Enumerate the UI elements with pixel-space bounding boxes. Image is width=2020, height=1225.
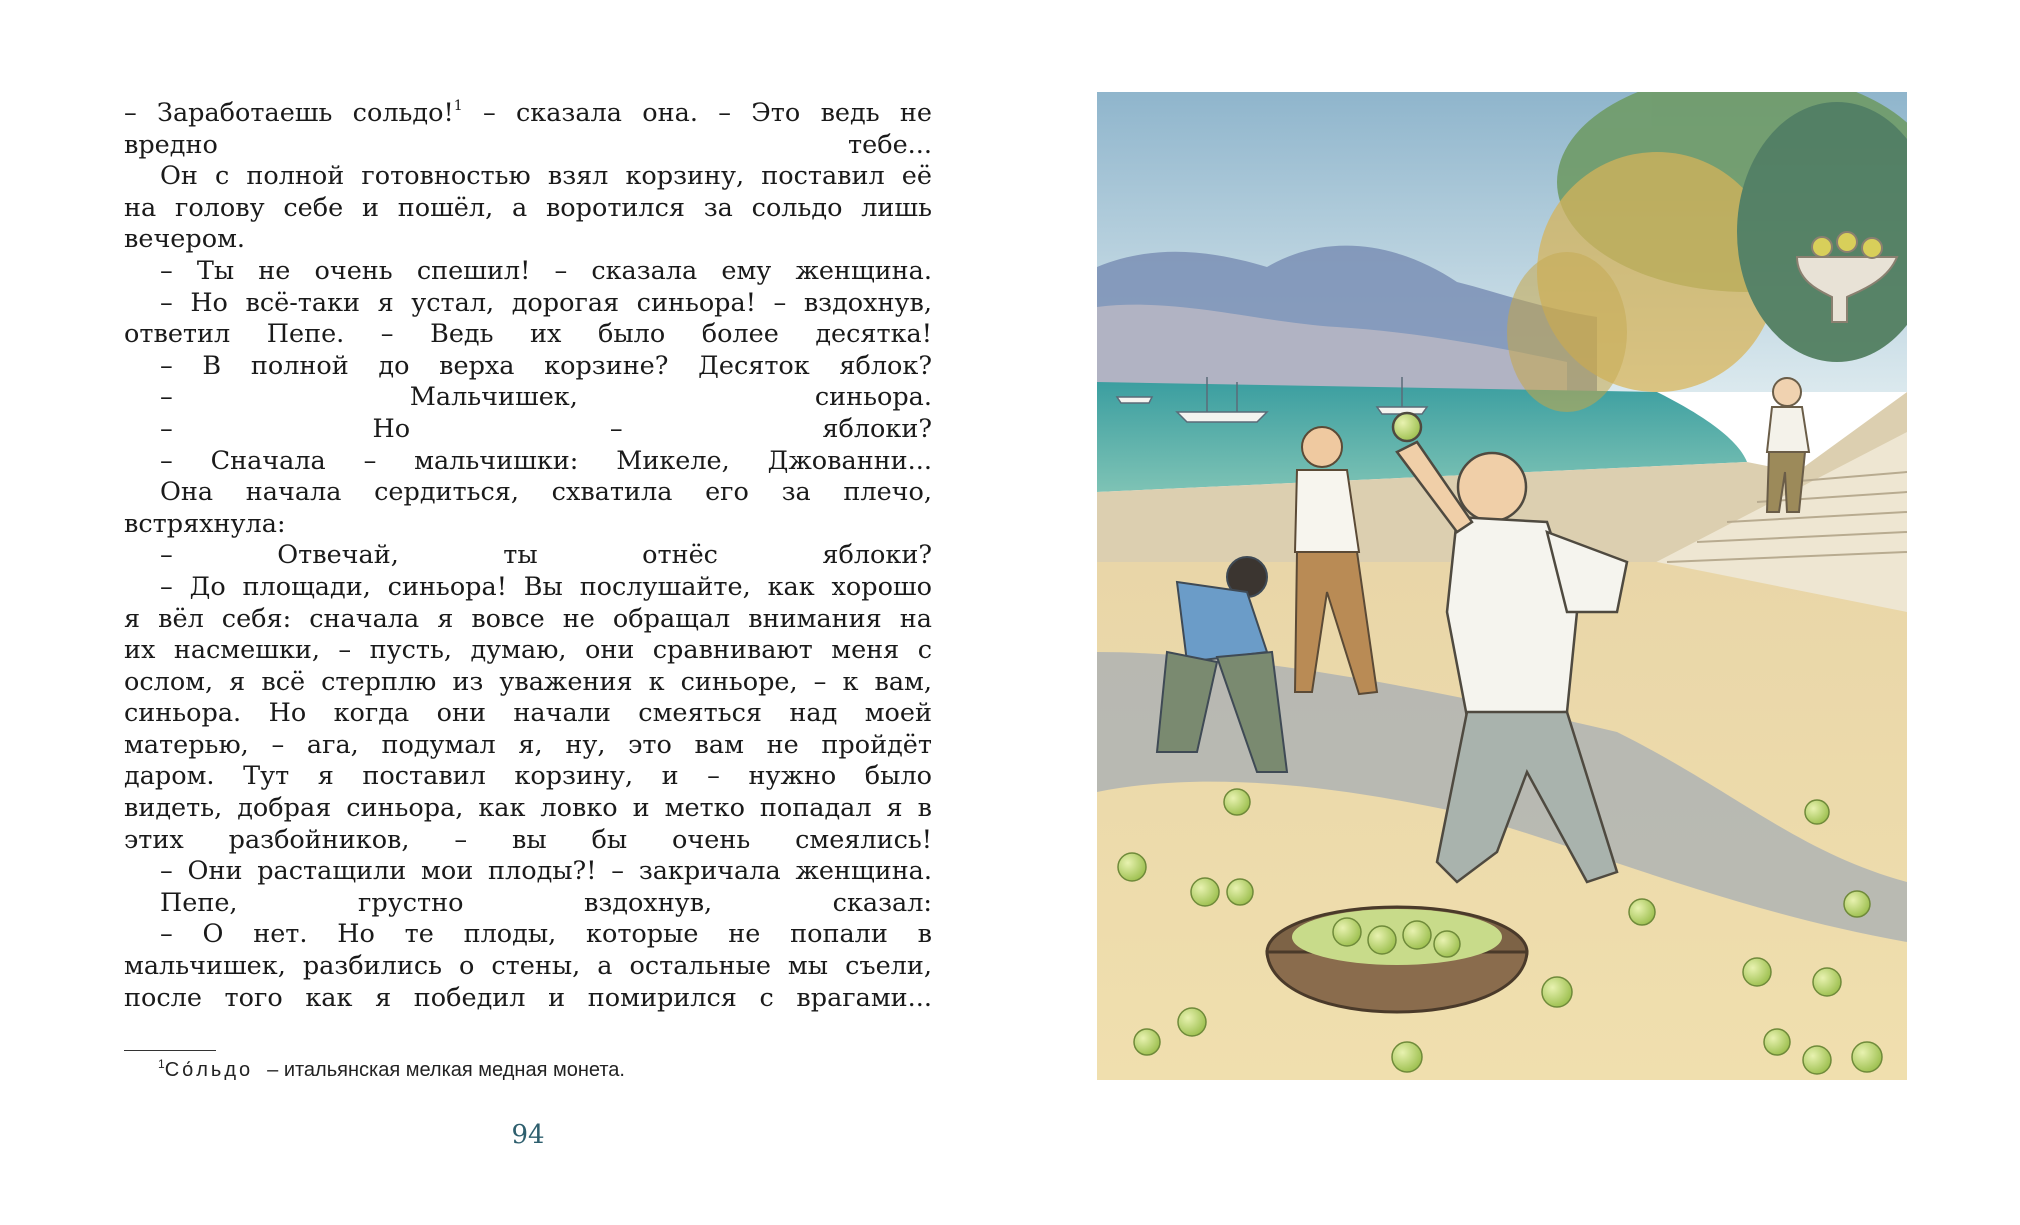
paragraph-14: – О нет. Но те плоды, которые не попали в мальчишек, разбились о стены, а остальные мы съели, после того как я победил и помирился с врагами... [124,919,932,1013]
paragraph-1: – Заработаешь сольдо!$^1$ – сказала она. – Это ведь не вредно тебе... [124,98,933,160]
paragraph-4: – Но всё-таки я устал, дорогая синьора! – вздохнув, ответил Пепе. – Ведь их было более десятка! [124,287,932,350]
paragraph-12: – Они растащили мои плоды?! – закричала женщина. [160,856,932,887]
paragraph-6: – Мальчишек, синьора. [160,382,932,413]
paragraph-7: – Но – яблоки? [160,413,932,444]
basket [1267,907,1527,1012]
footnote-divider [124,1050,216,1051]
footnote-definition: – итальянская мелкая медная монета. [267,1059,625,1081]
illustration-canvas [1097,92,1907,1080]
page-number: 94 [511,1120,545,1150]
footnote-term: Со́льдо [164,1059,254,1081]
paragraph-13: Пепе, грустно вздохнув, сказал: [160,887,932,918]
paragraph-8: – Сначала – мальчишки: Микеле, Джованни... [160,445,932,476]
footnote-marker[interactable]: 1 [453,98,463,114]
paragraph-3: – Ты не очень спешил! – сказала ему женщина. [160,255,932,286]
footnote [158,1058,918,1082]
body-text [124,98,932,1014]
paragraph-5: – В полной до верха корзине? Десяток яблок? [160,350,932,381]
paragraph-11: – До площади, синьора! Вы послушайте, как хорошо я вёл себя: сначала я вовсе не обращал внимания на их насмешки, – пусть, думаю, они сравнивают меня с ослом, я всё стерплю из уважения к синьоре, – к вам, синьора. Но когда они начали смеяться над моей матерью, – ага, подумал я, ну, это вам не пройдёт даром. Тут я поставил корзину, и – нужно было видеть, добрая синьора, как ловко и метко попадал я в этих разбойников, – вы бы очень смеялись! [124,571,932,855]
illustration [1097,92,1907,1080]
footnote-number: 1 [158,1057,165,1071]
paragraph-10: – Отвечай, ты отнёс яблоки? [160,540,932,571]
paragraph-9: Она начала сердиться, схватила его за плечо, встряхнула: [124,477,932,539]
paragraph-2: Он с полной готовностью взял корзину, поставил её на голову себе и пошёл, а воротился за сольдо лишь вечером. [124,161,932,255]
